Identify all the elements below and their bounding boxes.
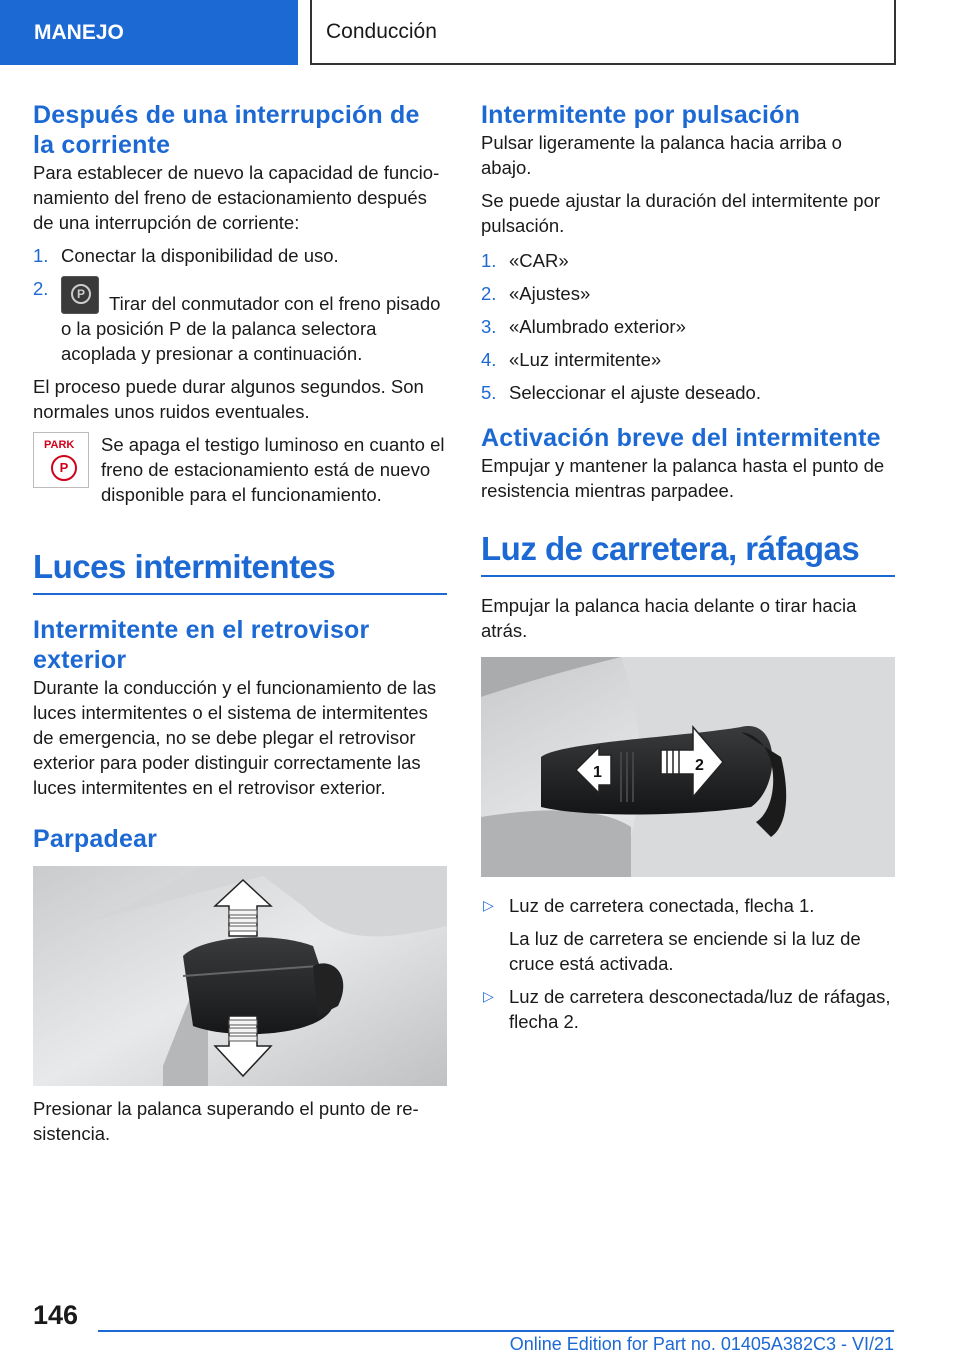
menu-step-text: «Ajustes» bbox=[509, 283, 591, 304]
figure-label-2: 2 bbox=[695, 757, 704, 774]
chapter-title: Conducción bbox=[326, 19, 437, 43]
menu-step-number: 1. bbox=[481, 250, 497, 271]
paragraph-carretera: Empujar la palanca hacia delante o tirar hacia atrás. bbox=[481, 595, 857, 641]
menu-step-item bbox=[481, 281, 895, 306]
paragraph-parpadear: Presionar la palanca superando el punto de resistencia. bbox=[33, 1098, 419, 1144]
menu-step-text: «CAR» bbox=[509, 250, 569, 271]
heading-pulsacion: Intermitente por pulsación bbox=[481, 101, 801, 129]
menu-step-number: 3. bbox=[481, 316, 497, 337]
park-warning-icon bbox=[33, 432, 89, 488]
parking-brake-switch-icon bbox=[61, 276, 99, 314]
paragraph-proceso: El proceso puede durar algunos segundos. Son normales unos ruidos eventuales. bbox=[33, 376, 424, 422]
step-number: 1. bbox=[33, 245, 49, 266]
menu-step-text: Seleccionar el ajuste deseado. bbox=[509, 382, 761, 403]
lever-up-down-illustration bbox=[33, 866, 447, 1086]
section-tab bbox=[0, 0, 298, 65]
heading-parpadear: Parpadear bbox=[33, 825, 158, 853]
step-number: 2. bbox=[33, 278, 49, 299]
step-item bbox=[33, 243, 447, 268]
park-note-text: Se apaga el testigo luminoso en cuanto el freno de estacionamiento está de nuevo disponible para el funcionamiento. bbox=[101, 434, 445, 505]
triangle-bullet-icon: ▷ bbox=[483, 897, 494, 913]
figure-carretera bbox=[481, 657, 895, 877]
menu-step-number: 4. bbox=[481, 349, 497, 370]
park-icon-label: PARK bbox=[44, 439, 75, 451]
park-icon-symbol: P bbox=[51, 455, 77, 481]
heading-retrovisor: Intermitente en el retrovisor exterior bbox=[33, 616, 370, 674]
heading-luces-intermitentes: Luces intermitentes bbox=[33, 548, 336, 585]
menu-step-item bbox=[481, 380, 895, 405]
section-carretera bbox=[481, 529, 895, 577]
step-text: Conectar la disponibilidad de uso. bbox=[61, 245, 339, 266]
step-item bbox=[33, 276, 447, 366]
result-text: Luz de carretera desconectada/luz de ráfagas, flecha 2. bbox=[509, 986, 891, 1032]
menu-step-item bbox=[481, 248, 895, 273]
heading-luz-carretera: Luz de carretera, ráfagas bbox=[481, 530, 860, 567]
heading-activacion-breve: Activación breve del intermitente bbox=[481, 424, 881, 452]
result-item bbox=[481, 893, 895, 976]
figure-parpadear bbox=[33, 866, 447, 1086]
paragraph-interrupcion: Para establecer de nuevo la capacidad de funcionamiento del freno de estacionamiento después de una interrupción de corriente: bbox=[33, 162, 440, 233]
menu-step-item bbox=[481, 314, 895, 339]
result-list bbox=[481, 893, 895, 1034]
chapter-title-box bbox=[310, 0, 896, 65]
lever-forward-back-illustration bbox=[481, 657, 895, 877]
section-label: MANEJO bbox=[34, 20, 124, 44]
triangle-bullet-icon: ▷ bbox=[483, 988, 494, 1004]
footer-rule bbox=[98, 1330, 894, 1332]
section-luces bbox=[33, 547, 447, 595]
paragraph-breve: Empujar y mantener la palanca hasta el punto de resistencia mientras parpadee. bbox=[481, 455, 885, 501]
steps-list bbox=[33, 243, 447, 366]
menu-step-text: «Alumbrado exterior» bbox=[509, 316, 686, 337]
menu-step-text: «Luz intermitente» bbox=[509, 349, 662, 370]
menu-step-number: 2. bbox=[481, 283, 497, 304]
result-subtext: La luz de carretera se enciende si la luz de cruce está activada. bbox=[509, 928, 861, 974]
left-column bbox=[33, 100, 447, 1154]
heading-interrupcion: Después de una interrupción de la corriente bbox=[33, 101, 420, 159]
right-column bbox=[481, 100, 895, 1042]
menu-steps-list bbox=[481, 248, 895, 405]
result-item bbox=[481, 984, 895, 1034]
paragraph-pulsar: Pulsar ligeramente la palanca hacia arriba o abajo. bbox=[481, 132, 842, 178]
paragraph-retrovisor: Durante la conducción y el funcionamiento de las luces intermitentes o el sistema de intermitentes de emergencia, no se debe plegar el retrovisor exterior para poder distinguir correctamente las luces intermitentes en el retrovisor exterior. bbox=[33, 677, 437, 798]
result-text: Luz de carretera conectada, flecha 1. bbox=[509, 895, 815, 916]
figure-label-1: 1 bbox=[593, 764, 602, 781]
menu-step-number: 5. bbox=[481, 382, 497, 403]
page-number: 146 bbox=[33, 1300, 79, 1330]
menu-step-item bbox=[481, 347, 895, 372]
paragraph-ajustar: Se puede ajustar la duración del intermitente por pulsación. bbox=[481, 190, 881, 236]
footer-edition: Online Edition for Part no. 01405A382C3 - VI/21 bbox=[509, 1334, 894, 1354]
step-text: Tirar del conmutador con el freno pisado o la posición P de la palanca selectora acoplada y presionar a continuación. bbox=[61, 293, 441, 364]
park-note bbox=[33, 432, 447, 507]
